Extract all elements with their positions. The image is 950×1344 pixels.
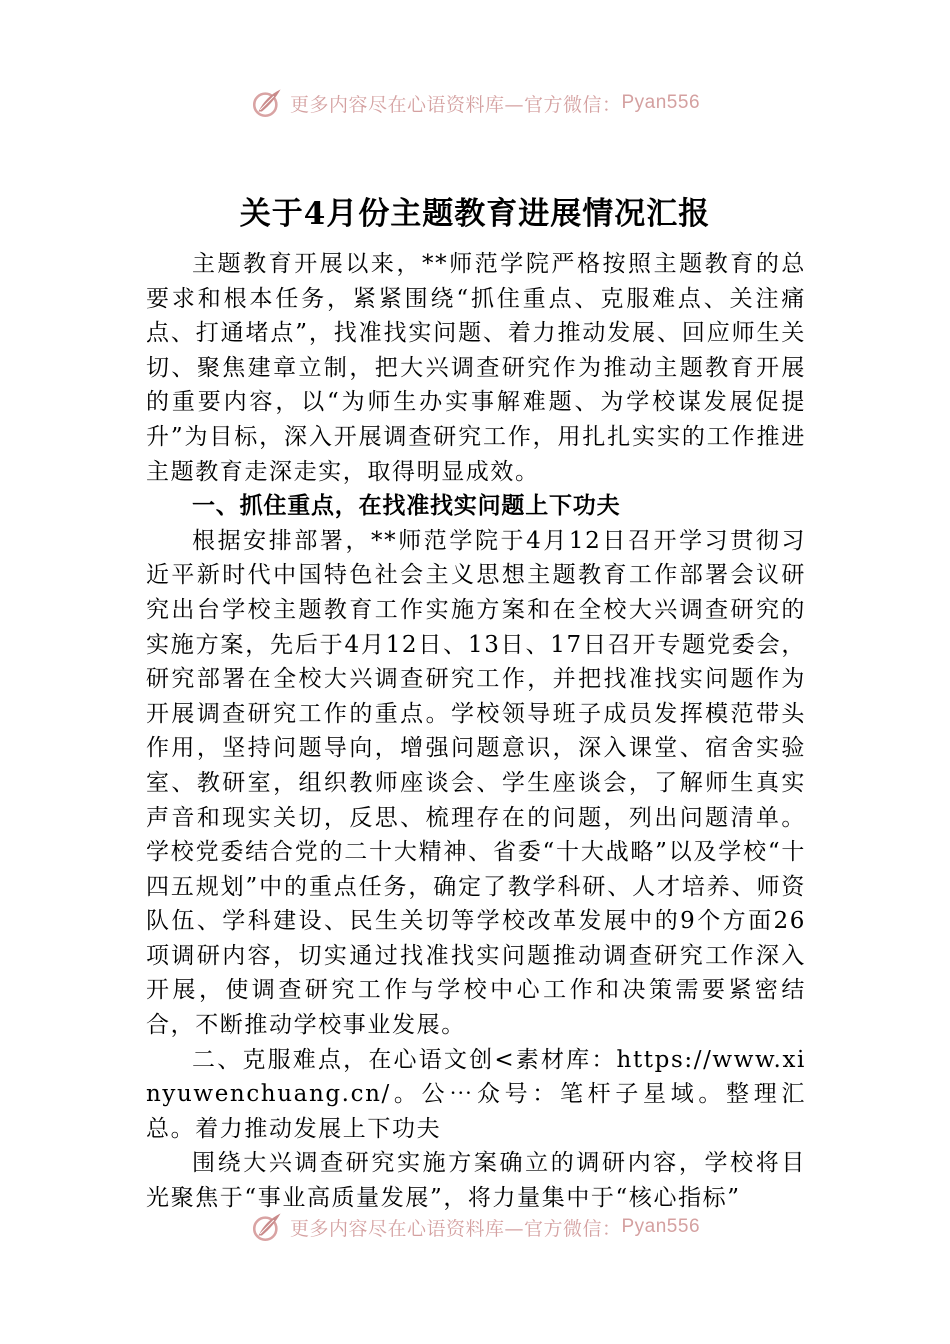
quill-logo-icon [250, 1212, 284, 1242]
watermark-text: 更多内容尽在心语资料库—官方微信： [289, 1217, 622, 1240]
document-body [146, 247, 806, 1217]
watermark-wechat-id: Pyan556 [621, 1216, 701, 1237]
section-heading-2: 二、克服难点，在心语文创<素材库：https://www.xinyuwenchuang.cn/。公⋯众号：笔杆子星域。整理汇总。着力推动发展上下功夫 [146, 1046, 806, 1142]
watermark-wechat-id: Pyan556 [621, 92, 701, 113]
paragraph-intro: 主题教育开展以来，**师范学院严格按照主题教育的总要求和根本任务，紧紧围绕“抓住重点、克服难点、关注痛点、打通堵点”，找准找实问题、着力推动发展、回应师生关切、聚焦建章立制，把大兴调查研究作为推动主题教育开展的重要内容，以“为师生办实事解难题、为学校谋发展促提升”为目标，深入开展调查研究工作，用扎扎实实的工作推进主题教育走深走实，取得明显成效。 [146, 251, 806, 485]
paragraph-section-2: 围绕大兴调查研究实施方案确立的调研内容，学校将目光聚焦于“事业高质量发展”，将力量集中于“核心指标” [146, 1150, 806, 1212]
paragraph-section-1: 根据安排部署，**师范学院于4月12日召开学习贯彻习近平新时代中国特色社会主义思想主题教育工作部署会议研究出台学校主题教育工作实施方案和在全校大兴调查研究的实施方案，先后于4月12日、13日、17日召开专题党委会，研究部署在全校大兴调查研究工作，并把找准找实问题作为开展调查研究工作的重点。学校领导班子成员发挥模范带头作用，坚持问题导向，增强问题意识，深入课堂、宿舍实验室、教研室，组织教师座谈会、学生座谈会，了解师生真实声音和现实关切，反思、梳理存在的问题，列出问题清单。学校党委结合党的二十大精神、省委“十大战略”以及学校“十四五规划”中的重点任务，确定了教学科研、人才培养、师资队伍、学科建设、民生关切等学校改革发展中的9个方面26项调研内容，切实通过找准找实问题推动调查研究工作深入开展，使调查研究工作与学校中心工作和决策需要紧密结合，不断推动学校事业发展。 [146, 527, 806, 1039]
section-heading-1: 一、抓住重点，在找准找实问题上下功夫 [192, 493, 621, 520]
watermark-footer [0, 1212, 950, 1242]
document-title: 关于4月份主题教育进展情况汇报 [239, 196, 711, 232]
watermark-text: 更多内容尽在心语资料库—官方微信： [289, 93, 622, 116]
quill-logo-icon [250, 86, 284, 120]
watermark-header [0, 86, 950, 120]
